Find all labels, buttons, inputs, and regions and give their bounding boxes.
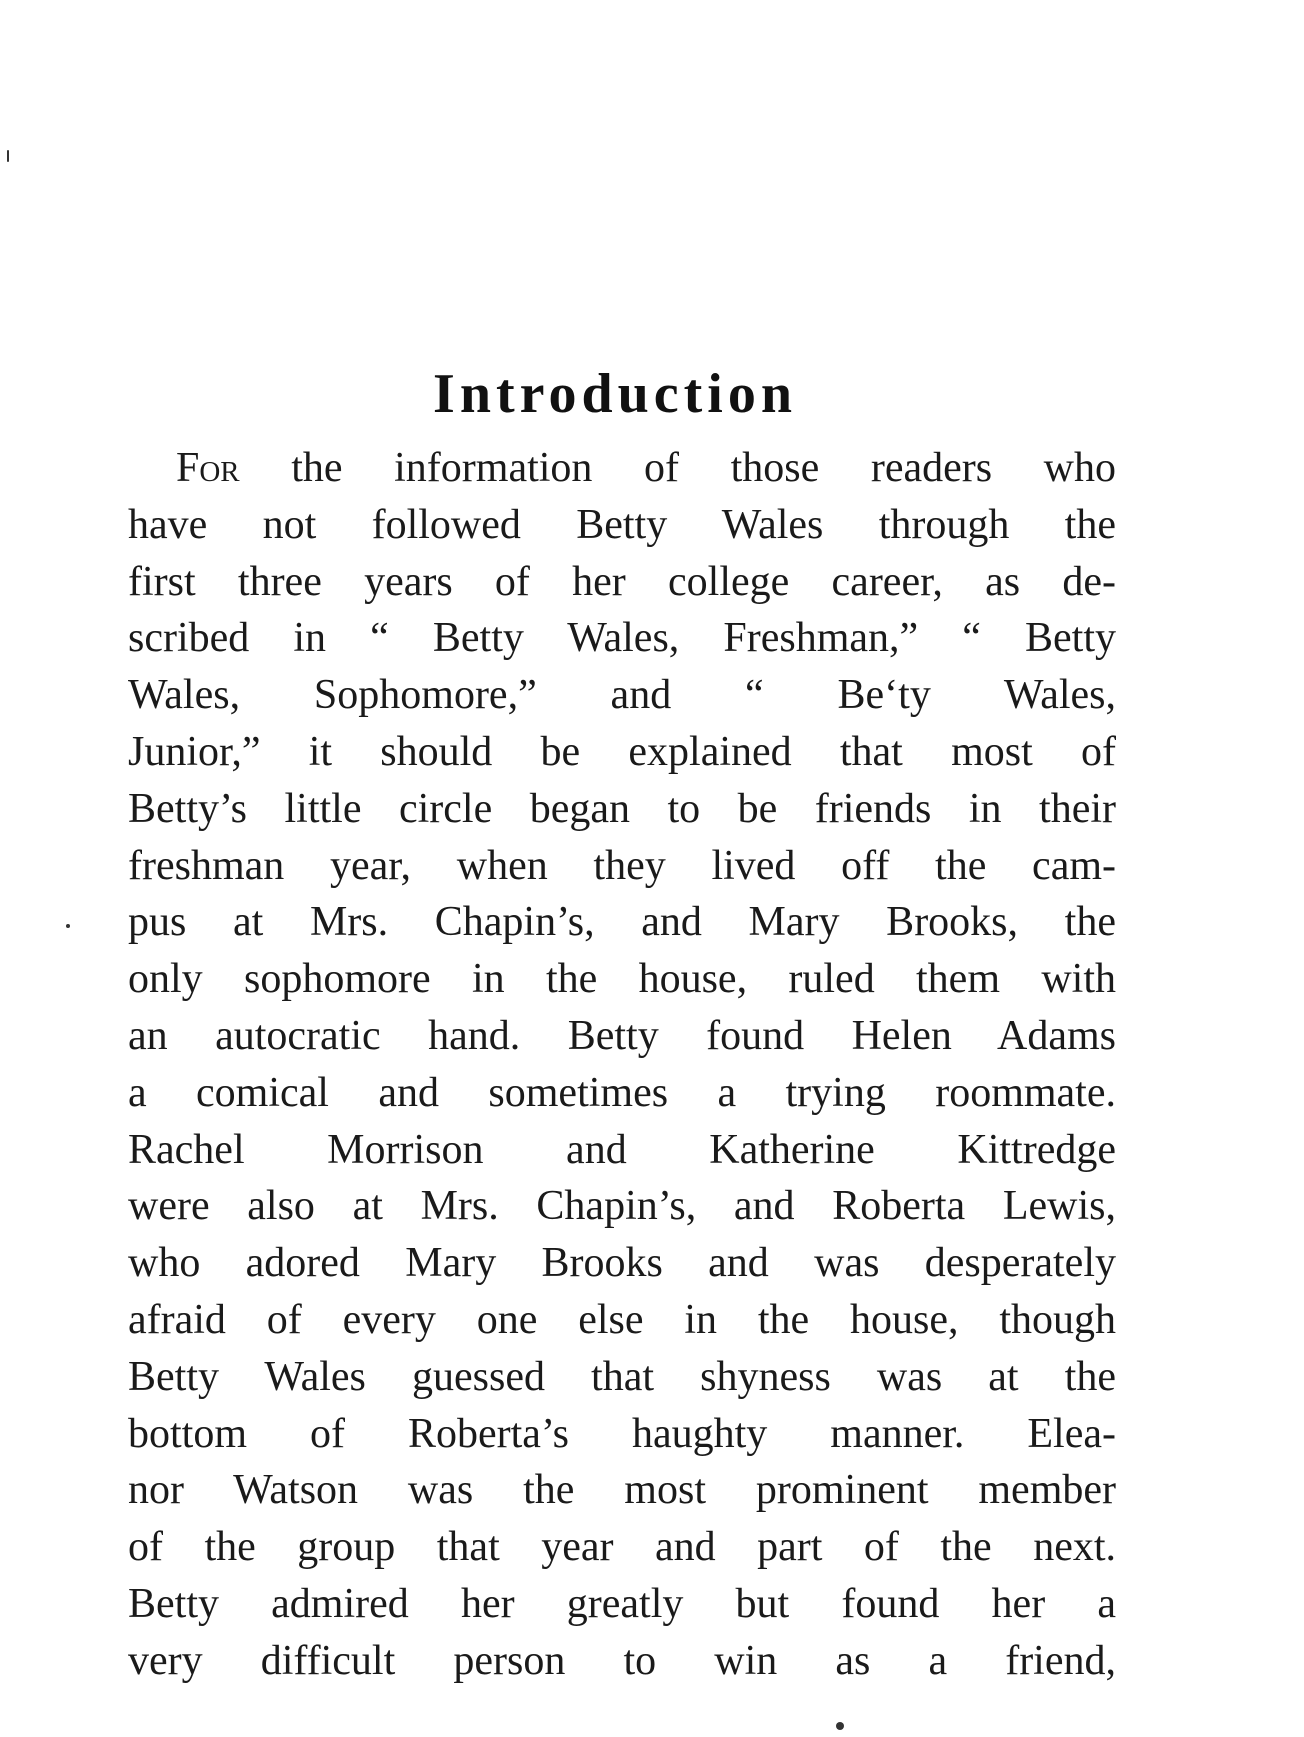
- text-line: pus at Mrs. Chapin’s, and Mary Brooks, the: [128, 899, 1116, 946]
- text-line: Betty’s little circle began to be friends in their: [128, 785, 1116, 832]
- text-line: only sophomore in the house, ruled them with: [128, 956, 1116, 1003]
- text-line: nor Watson was the most prominent member: [128, 1467, 1116, 1514]
- text-line: were also at Mrs. Chapin’s, and Roberta Lewis,: [128, 1183, 1116, 1230]
- text-line: afraid of every one else in the house, though: [128, 1296, 1116, 1343]
- text-line: very difficult person to win as a friend,: [128, 1637, 1116, 1684]
- text-line: Wales, Sophomore,” and “ Be‘ty Wales,: [128, 672, 1116, 719]
- text-line: first three years of her college career, as de-: [128, 558, 1116, 605]
- text-line: For the information of those readers who: [176, 445, 1116, 491]
- text-line: Betty Wales guessed that shyness was at the: [128, 1353, 1116, 1400]
- first-word: For: [176, 445, 240, 491]
- text-line: Betty admired her greatly but found her a: [128, 1580, 1116, 1627]
- scan-speck: [836, 1722, 844, 1730]
- text-line: Rachel Morrison and Katherine Kittredge: [128, 1126, 1116, 1173]
- scan-speck: [7, 150, 9, 162]
- text-line: bottom of Roberta’s haughty manner. Elea-: [128, 1410, 1116, 1457]
- text-line: freshman year, when they lived off the cam-: [128, 842, 1116, 889]
- text-line: who adored Mary Brooks and was desperately: [128, 1240, 1116, 1287]
- text-line: scribed in “ Betty Wales, Freshman,” “ Betty: [128, 615, 1116, 662]
- text-line: a comical and sometimes a trying roommate.: [128, 1069, 1116, 1116]
- text-line: an autocratic hand. Betty found Helen Adams: [128, 1012, 1116, 1059]
- scan-speck: [66, 924, 70, 928]
- text-line: of the group that year and part of the next.: [128, 1524, 1116, 1571]
- text-line: have not followed Betty Wales through the: [128, 501, 1116, 548]
- page-title: Introduction: [433, 362, 797, 425]
- body-text: [128, 440, 1116, 1690]
- text-line: Junior,” it should be explained that most of: [128, 728, 1116, 775]
